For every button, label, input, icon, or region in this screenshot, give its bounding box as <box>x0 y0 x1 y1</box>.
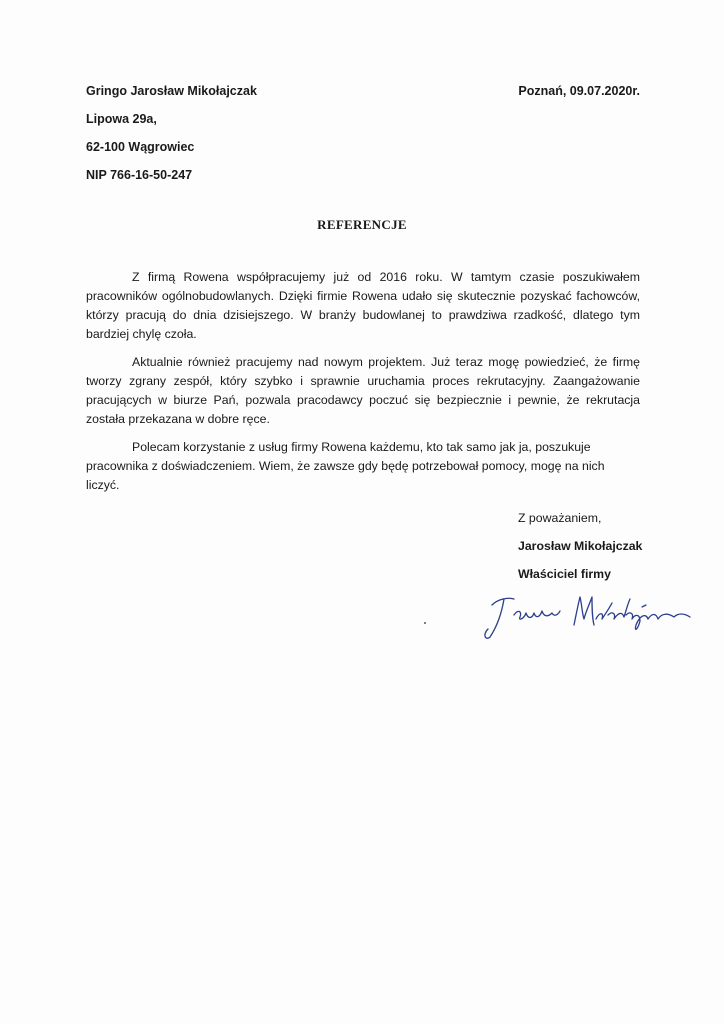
sender-name: Gringo Jarosław Mikołajczak <box>86 84 257 98</box>
letter-title: REFERENCJE <box>317 217 407 232</box>
closing-name: Jarosław Mikołajczak <box>518 539 643 553</box>
sender-city: 62-100 Wągrowiec <box>86 140 195 154</box>
paragraph-1: Z firmą Rowena współpracujemy już od 2016 roku. W tamtym czasie poszukiwałem pracowników ogólnobudowlanych. Dzięki firmie Rowena udało się skutecznie pozyskać fachowców, którzy pracują do dnia dzisiejszego. W branży budowlanej to prawdziwa rzadkość, dlatego tym bardziej chylę czoła. <box>86 270 640 341</box>
sender-block <box>86 77 257 189</box>
paragraph-2: Aktualnie również pracujemy nad nowym projektem. Już teraz mogę powiedzieć, że firmę tworzy zgrany zespół, który szybko i sprawnie uruchamia proces rekrutacyjny. Zaangażowanie pracujących w biurze Pań, pozwala pracodawcy poczuć się bezpiecznie i pewnie, że rekrutacja została przekazana w dobre ręce. <box>86 355 640 426</box>
closing-role: Właściciel firmy <box>518 567 611 581</box>
sender-nip: NIP 766-16-50-247 <box>86 168 193 182</box>
closing-block <box>518 504 642 588</box>
ink-dot <box>424 622 426 624</box>
letter-date: Poznań, 09.07.2020r. <box>518 84 640 98</box>
letter-body <box>86 268 640 504</box>
handwritten-signature <box>478 585 708 645</box>
paragraph-3: Polecam korzystanie z usług firmy Rowena każdemu, kto tak samo jak ja, poszukuje pracownika z doświadczeniem. Wiem, że zawsze gdy będę potrzebował pomocy, mogę na nich liczyć. <box>86 440 605 492</box>
closing-greeting: Z poważaniem, <box>518 511 602 525</box>
sender-street: Lipowa 29a, <box>86 112 157 126</box>
